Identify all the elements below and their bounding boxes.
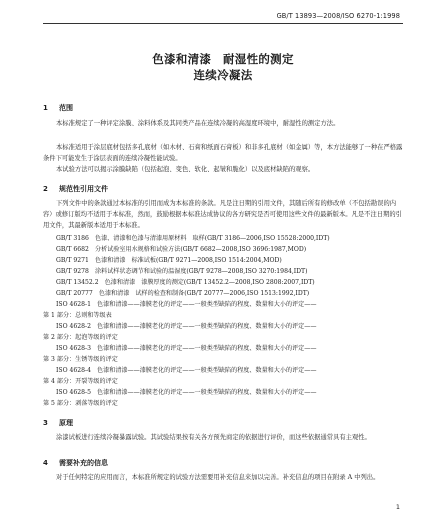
section-title: 需要补充的信息 [59, 459, 108, 467]
principle-paragraph: 涂漆试板进行连续冷凝暴露试验。其试验结果按有关各方预先商定的依据进行评价，而这些依据通常具有主观性。 [56, 434, 371, 441]
reference-item: GB/T 3186 色漆、清漆和色漆与清漆用原材料 取样(GB/T 3186—2006,ISO 15528:2000,IDT) [56, 235, 330, 242]
header-rule [43, 23, 403, 24]
section-number: 2 [43, 185, 48, 193]
reference-item: GB/T 9271 色漆和清漆 标准试板(GB/T 9271—2008,ISO 1514:2004,MOD) [56, 257, 282, 264]
section-title: 规范性引用文件 [59, 185, 108, 193]
reference-item: GB/T 9278 涂料试样状态调节和试验的温湿度(GB/T 9278—2008,ISO 3270:1984,IDT) [56, 268, 308, 275]
reference-item: GB/T 6682 分析试验室用水规格和试验方法(GB/T 6682—2008,ISO 3696:1987,MOD) [56, 246, 307, 253]
scope-paragraph-2: 本标准适用于涂层底材包括多孔底材（如木材、石膏和纸面石膏板）和非多孔底材（如金属）等，本方法能够了一种在严格露条件下可能发生于涂层表面的连续冷凝性能试验。 [43, 144, 403, 162]
section-title: 范围 [59, 104, 73, 112]
reference-part: 第 3 部分：生锈等级的评定 [43, 356, 118, 363]
section-4-heading [43, 458, 108, 468]
reference-part: 第 4 部分：开裂等级的评定 [43, 378, 118, 385]
section-1-heading [43, 103, 73, 113]
reference-item: ISO 4628-3 色漆和清漆——漆膜老化的评定——一般类型缺陷的程度、数量和大小的评定—— [56, 345, 317, 352]
additional-info-paragraph: 对于任何特定的应用而言，本标准所规定的试验方法需要用补充信息来加以完善。补充信息的项目在附录 A 中列出。 [56, 474, 380, 481]
reference-item: GB/T 20777 色漆和清漆 试样的检查和制备(GB/T 20777—2006,ISO 1513:1992,IDT) [56, 290, 310, 297]
section-number: 1 [43, 104, 48, 112]
section-title: 原理 [59, 419, 73, 427]
reference-item: ISO 4628-2 色漆和清漆——漆膜老化的评定——一般类型缺陷的程度、数量和大小的评定—— [56, 323, 317, 330]
reference-item: ISO 4628-5 色漆和清漆——漆膜老化的评定——一般类型缺陷的程度、数量和大小的评定—— [56, 389, 317, 396]
section-3-heading [43, 418, 73, 428]
scope-paragraph-1: 本标准规定了一种评定涂膜、涂料体系及其同类产品在连续冷凝的高湿度环境中，耐湿性的测定方法。 [56, 120, 340, 127]
standard-number-header: GB/T 13893—2008/ISO 6270-1:1998 [276, 12, 400, 20]
section-number: 3 [43, 419, 48, 427]
reference-part: 第 2 部分：起泡等级的评定 [43, 334, 118, 341]
section-2-heading [43, 184, 108, 194]
section-number: 4 [43, 459, 48, 467]
references-intro: 下列文件中的条款通过本标准的引用而成为本标准的条款。凡是注日期的引用文件，其随后所有的修改单（不包括勘误的内容）或修订版均不适用于本标准，然而，鼓励根据本标准达成协议的各方研究是否可使用这些文件的最新版本。凡是不注日期的引用文件，其最新版本适用于本标准。 [43, 200, 402, 229]
page-number: 1 [395, 503, 400, 511]
document-subtitle: 连续冷凝法 [193, 68, 253, 82]
reference-item: ISO 4628-4 色漆和清漆——漆膜老化的评定——一般类型缺陷的程度、数量和大小的评定—— [56, 367, 317, 374]
reference-item: ISO 4628-1 色漆和清漆——漆膜老化的评定——一般类型缺陷的程度、数量和大小的评定—— [56, 301, 317, 308]
document-title: 色漆和清漆 耐湿性的测定 [152, 52, 294, 66]
reference-item: GB/T 13452.2 色漆和清漆 漆膜厚度的测定(GB/T 13452.2—2008,ISO 2808:2007,IDT) [56, 279, 315, 286]
reference-part: 第 5 部分：剥落等级的评定 [43, 400, 118, 407]
scope-paragraph-3: 本试验方法可以揭示涂膜缺陷（包括起泡、变色、软化、起皱和脆化）以及底材缺陷的观察。 [56, 166, 315, 173]
reference-part: 第 1 部分：总则和等级表 [43, 312, 112, 319]
